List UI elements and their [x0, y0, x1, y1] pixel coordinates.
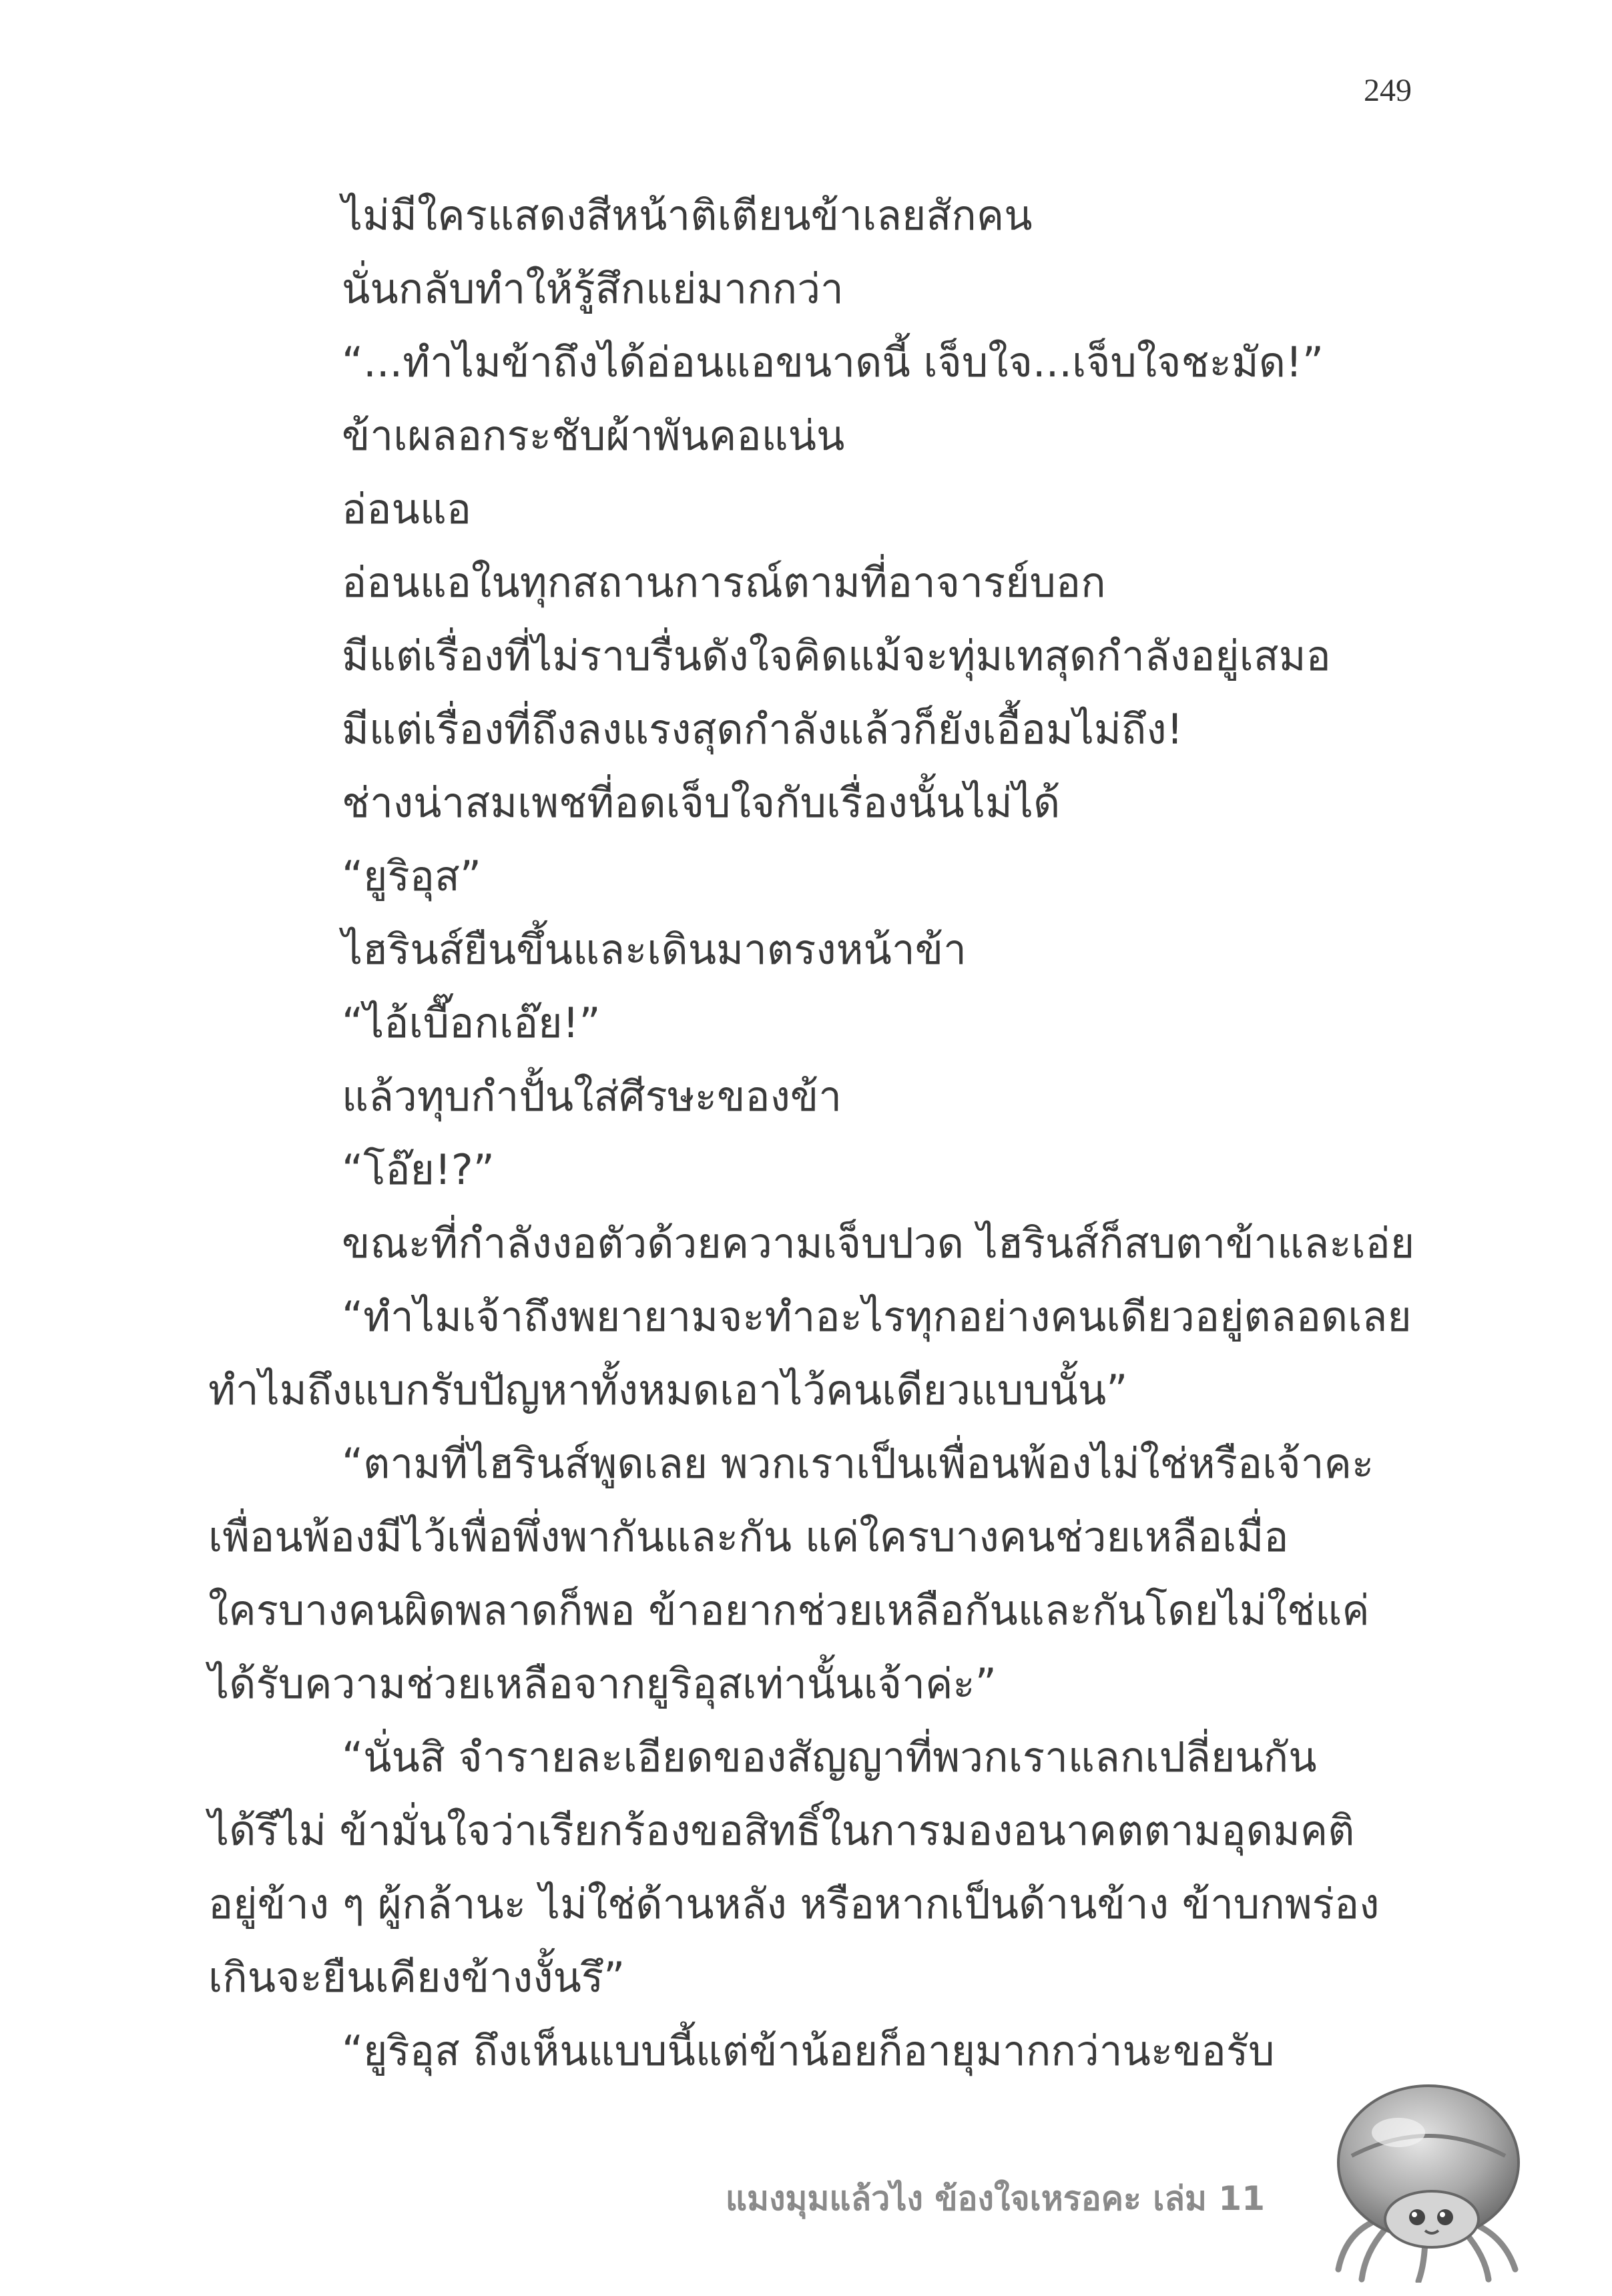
text-line: “...ทำไมข้าถึงได้อ่อนแอขนาดนี้ เจ็บใจ...เจ็บใจชะมัด!” [342, 338, 1324, 386]
body-text [208, 179, 1413, 2088]
text-line: อยู่ข้าง ๆ ผู้กล้านะ ไม่ใช่ด้านหลัง หรือหากเป็นด้านข้าง ข้าบกพร่อง [208, 1880, 1380, 1928]
text-line: เกินจะยืนเคียงข้างงั้นรึ” [208, 1953, 625, 2002]
text-line: ข้าเผลอกระชับผ้าพันคอแน่น [342, 411, 845, 460]
text-line: ใครบางคนผิดพลาดก็พอ ข้าอยากช่วยเหลือกันและกันโดยไม่ใช่แค่ [208, 1586, 1370, 1635]
spider-mascot-icon [1325, 2069, 1532, 2283]
text-line: ขณะที่กำลังงอตัวด้วยความเจ็บปวด ไฮรินส์ก็สบตาข้าและเอ่ย [342, 1219, 1415, 1267]
text-line: ได้รึไม่ ข้ามั่นใจว่าเรียกร้องขอสิทธิ์ในการมองอนาคตตามอุดมคติ [208, 1806, 1355, 1855]
text-line: “โอ๊ย!?” [342, 1145, 495, 1194]
text-line: อ่อนแอในทุกสถานการณ์ตามที่อาจารย์บอก [342, 558, 1106, 607]
text-line: “ยูริอุส ถึงเห็นแบบนี้แต่ข้าน้อยก็อายุมากกว่านะขอรับ [342, 2026, 1275, 2075]
text-line: ทำไมถึงแบกรับปัญหาทั้งหมดเอาไว้คนเดียวแบบนั้น” [208, 1366, 1128, 1414]
text-line: ไฮรินส์ยืนขึ้นและเดินมาตรงหน้าข้า [342, 925, 967, 974]
footer-book-title: แมงมุมแล้วไง ข้องใจเหรอคะ เล่ม 11 [725, 2179, 1265, 2218]
text-line: มีแต่เรื่องที่ไม่ราบรื่นดังใจคิดแม้จะทุ่มเทสุดกำลังอยู่เสมอ [342, 631, 1331, 680]
text-line: “ตามที่ไฮรินส์พูดเลย พวกเราเป็นเพื่อนพ้องไม่ใช่หรือเจ้าคะ [342, 1439, 1374, 1488]
text-line: ช่างน่าสมเพชที่อดเจ็บใจกับเรื่องนั้นไม่ได้ [342, 778, 1061, 827]
text-line: เพื่อนพ้องมีไว้เพื่อพึ่งพากันและกัน แค่ใครบางคนช่วยเหลือเมื่อ [208, 1512, 1289, 1561]
text-line: แล้วทุบกำปั้นใส่ศีรษะของข้า [342, 1072, 842, 1121]
text-line: มีแต่เรื่องที่ถึงลงแรงสุดกำลังแล้วก็ยังเอื้อมไม่ถึง! [342, 705, 1183, 754]
text-line: นั่นกลับทำให้รู้สึกแย่มากกว่า [342, 264, 844, 313]
text-line: ได้รับความช่วยเหลือจากยูริอุสเท่านั้นเจ้าค่ะ” [208, 1659, 997, 1708]
text-line: ไม่มีใครแสดงสีหน้าติเตียนข้าเลยสักคน [342, 191, 1033, 240]
text-line: “ไอ้เบื๊อกเอ๊ย!” [342, 998, 601, 1047]
text-line: “ยูริอุส” [342, 852, 481, 900]
text-line: “ทำไมเจ้าถึงพยายามจะทำอะไรทุกอย่างคนเดียวอยู่ตลอดเลย [342, 1292, 1412, 1341]
text-line: “นั่นสิ จำรายละเอียดของสัญญาที่พวกเราแลกเปลี่ยนกัน [342, 1733, 1317, 1781]
page-number: 249 [1364, 73, 1412, 108]
text-line: อ่อนแอ [342, 485, 472, 533]
